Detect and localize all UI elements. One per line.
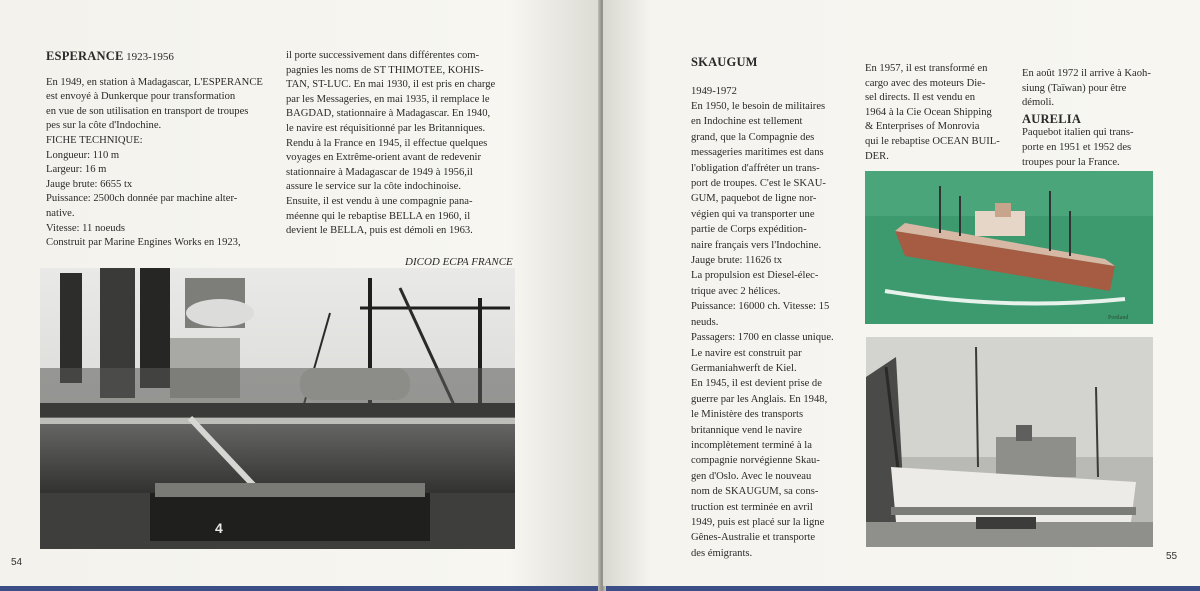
esperance-column bbox=[46, 49, 268, 251]
text-line: démoli. bbox=[1022, 97, 1055, 109]
text-line: sel directs. Il est vendu en bbox=[865, 92, 976, 104]
aurelia-column bbox=[1022, 67, 1157, 170]
text-line: en vue de son utilisation en transport de troupes bbox=[46, 105, 249, 117]
text-line: le Ministère des transports bbox=[691, 409, 804, 421]
text-line: En 1957, il est transformé en bbox=[865, 63, 988, 74]
text-line: des émigrants. bbox=[691, 547, 753, 559]
skaugum-harbor-photo bbox=[866, 337, 1153, 547]
text-line: stationnaire à Madagascar de 1949 à 1956,il bbox=[286, 166, 473, 178]
esperance-title: ESPERANCE bbox=[46, 49, 124, 63]
text-line: Construit par Marine Engines Works en 1923, bbox=[46, 237, 241, 249]
text-line: en Indochine est tellement bbox=[691, 116, 803, 128]
text-line: Le navire est construit par bbox=[691, 347, 802, 359]
esperance-text bbox=[46, 76, 268, 251]
text-line: En août 1972 il arrive à Kaoh- bbox=[1022, 68, 1151, 79]
text-line: DER. bbox=[865, 150, 889, 162]
text-line: messageries maritimes est dans bbox=[691, 147, 824, 159]
text-line: neuds. bbox=[691, 316, 719, 328]
text-line: végien qui va transporter une bbox=[691, 208, 815, 220]
text-line: Passagers: 1700 en classe unique. bbox=[691, 332, 834, 344]
left-page bbox=[0, 0, 600, 586]
text-line: compagnie norvégienne Skau- bbox=[691, 455, 820, 467]
text-line: siung (Taïwan) pour être bbox=[1022, 82, 1127, 94]
text-line: Ensuite, il est vendu à une compagnie pana- bbox=[286, 195, 473, 207]
skaugum-column-continued bbox=[865, 62, 1005, 164]
text-line: FICHE TECHNIQUE: bbox=[46, 134, 143, 146]
text-line: il porte successivement dans différentes com- bbox=[286, 50, 480, 61]
skaugum-title: SKAUGUM bbox=[691, 55, 758, 69]
text-line: 1949, puis est placé sur la ligne bbox=[691, 516, 825, 528]
text-line: GUM, paquebot de ligne nor- bbox=[691, 193, 817, 205]
text-line: cargo avec des moteurs Die- bbox=[865, 77, 986, 89]
text-line: trique avec 2 hélices. bbox=[691, 285, 781, 297]
text-line: est envoyé à Dunkerque pour transformation bbox=[46, 91, 236, 103]
hull-number: 4 bbox=[215, 520, 223, 536]
text-line: le navire est réquisitionné par les Britanniques. bbox=[286, 122, 486, 134]
text-line: En 1945, il est devient prise de bbox=[691, 378, 822, 390]
skaugum-column bbox=[691, 55, 851, 561]
text-line: 1949-1972 bbox=[691, 85, 737, 97]
text-line: Paquebot italien qui trans- bbox=[1022, 127, 1134, 139]
text-line: Germaniahwerft de Kiel. bbox=[691, 362, 797, 374]
text-line: Puissance: 2500ch donnée par machine alter- bbox=[46, 193, 238, 205]
text-line: BAGDAD, stationnaire à Madagascar. En 1940, bbox=[286, 108, 491, 120]
text-line: devient le BELLA, puis est démoli en 1963. bbox=[286, 225, 473, 237]
text-line: port de troupes. C'est le SKAU- bbox=[691, 178, 826, 190]
text-line: Rendu à la France en 1945, il effectue quelques bbox=[286, 137, 488, 149]
text-line: par les Messageries, en mai 1935, il remplace le bbox=[286, 93, 490, 105]
text-line: & Enterprises of Monrovia bbox=[865, 121, 980, 133]
text-line: guerre par les Anglais. En 1948, bbox=[691, 393, 828, 405]
text-line: TAN, ST-LUC. En mai 1930, il est pris en charge bbox=[286, 79, 496, 91]
text-line: En 1950, le besoin de militaires bbox=[691, 101, 826, 112]
esperance-troop-ship-photo bbox=[40, 268, 515, 549]
aurelia-title: AURELIA bbox=[1022, 111, 1082, 126]
page-number-right: 55 bbox=[1166, 551, 1178, 562]
text-line: assure le service sur la côte indochinoise. bbox=[286, 181, 462, 193]
text-line: troupes pour la France. bbox=[1022, 156, 1120, 168]
text-line: porte en 1951 et 1952 des bbox=[1022, 141, 1132, 153]
aurelia-text bbox=[1022, 126, 1157, 170]
text-line: pes sur la côte d'Indochine. bbox=[46, 120, 162, 132]
text-line: l'obligation d'affréter un trans- bbox=[691, 162, 820, 174]
text-line: Jauge brute: 6655 tx bbox=[46, 178, 133, 190]
skaugum-later-text bbox=[865, 62, 1005, 164]
text-line: Jauge brute: 11626 tx bbox=[691, 255, 783, 267]
text-line: pagnies les noms de ST THIMOTEE, KOHIS- bbox=[286, 64, 484, 76]
page-number-left: 54 bbox=[11, 557, 23, 568]
skaugum-painting bbox=[865, 171, 1153, 324]
esperance-column-continued bbox=[286, 49, 522, 239]
text-line: grand, que la Compagnie des bbox=[691, 131, 815, 143]
text-line: britannique vend le navire bbox=[691, 424, 802, 436]
esperance-years: 1923-1956 bbox=[126, 51, 174, 63]
right-page bbox=[603, 0, 1200, 586]
text-line: Largeur: 16 m bbox=[46, 164, 107, 176]
photo-credit: DICOD ECPA FRANCE bbox=[405, 256, 513, 268]
text-line: truction est terminée en avril bbox=[691, 501, 813, 513]
text-line: voyages en Extrême-orient avant de redevenir bbox=[286, 152, 482, 164]
text-line: nom de SKAUGUM, sa cons- bbox=[691, 486, 819, 498]
painting-signature: Portland bbox=[1108, 315, 1129, 321]
text-line: Puissance: 16000 ch. Vitesse: 15 bbox=[691, 301, 830, 313]
text-line: incomplètement terminé à la bbox=[691, 439, 812, 451]
skaugum-demolition-text bbox=[1022, 67, 1157, 111]
text-line: qui le rebaptise OCEAN BUIL- bbox=[865, 135, 1000, 147]
text-line: Longueur: 110 m bbox=[46, 149, 120, 161]
text-line: naire français vers l'Indochine. bbox=[691, 239, 822, 251]
skaugum-text bbox=[691, 84, 851, 562]
esperance-history-text bbox=[286, 49, 522, 239]
text-line: La propulsion est Diesel-élec- bbox=[691, 270, 819, 282]
text-line: 1964 à la Cie Ocean Shipping bbox=[865, 106, 992, 118]
text-line: native. bbox=[46, 207, 75, 219]
text-line: En 1949, en station à Madagascar, L'ESPERANCE bbox=[46, 76, 263, 88]
text-line: gen d'Oslo. Avec le nouveau bbox=[691, 470, 812, 482]
text-line: Vitesse: 11 noeuds bbox=[46, 222, 126, 234]
text-line: partie de Corps expédition- bbox=[691, 224, 807, 236]
text-line: méenne qui le rebaptise BELLA en 1960, il bbox=[286, 210, 471, 222]
text-line: Gênes-Australie et transporte bbox=[691, 532, 816, 544]
